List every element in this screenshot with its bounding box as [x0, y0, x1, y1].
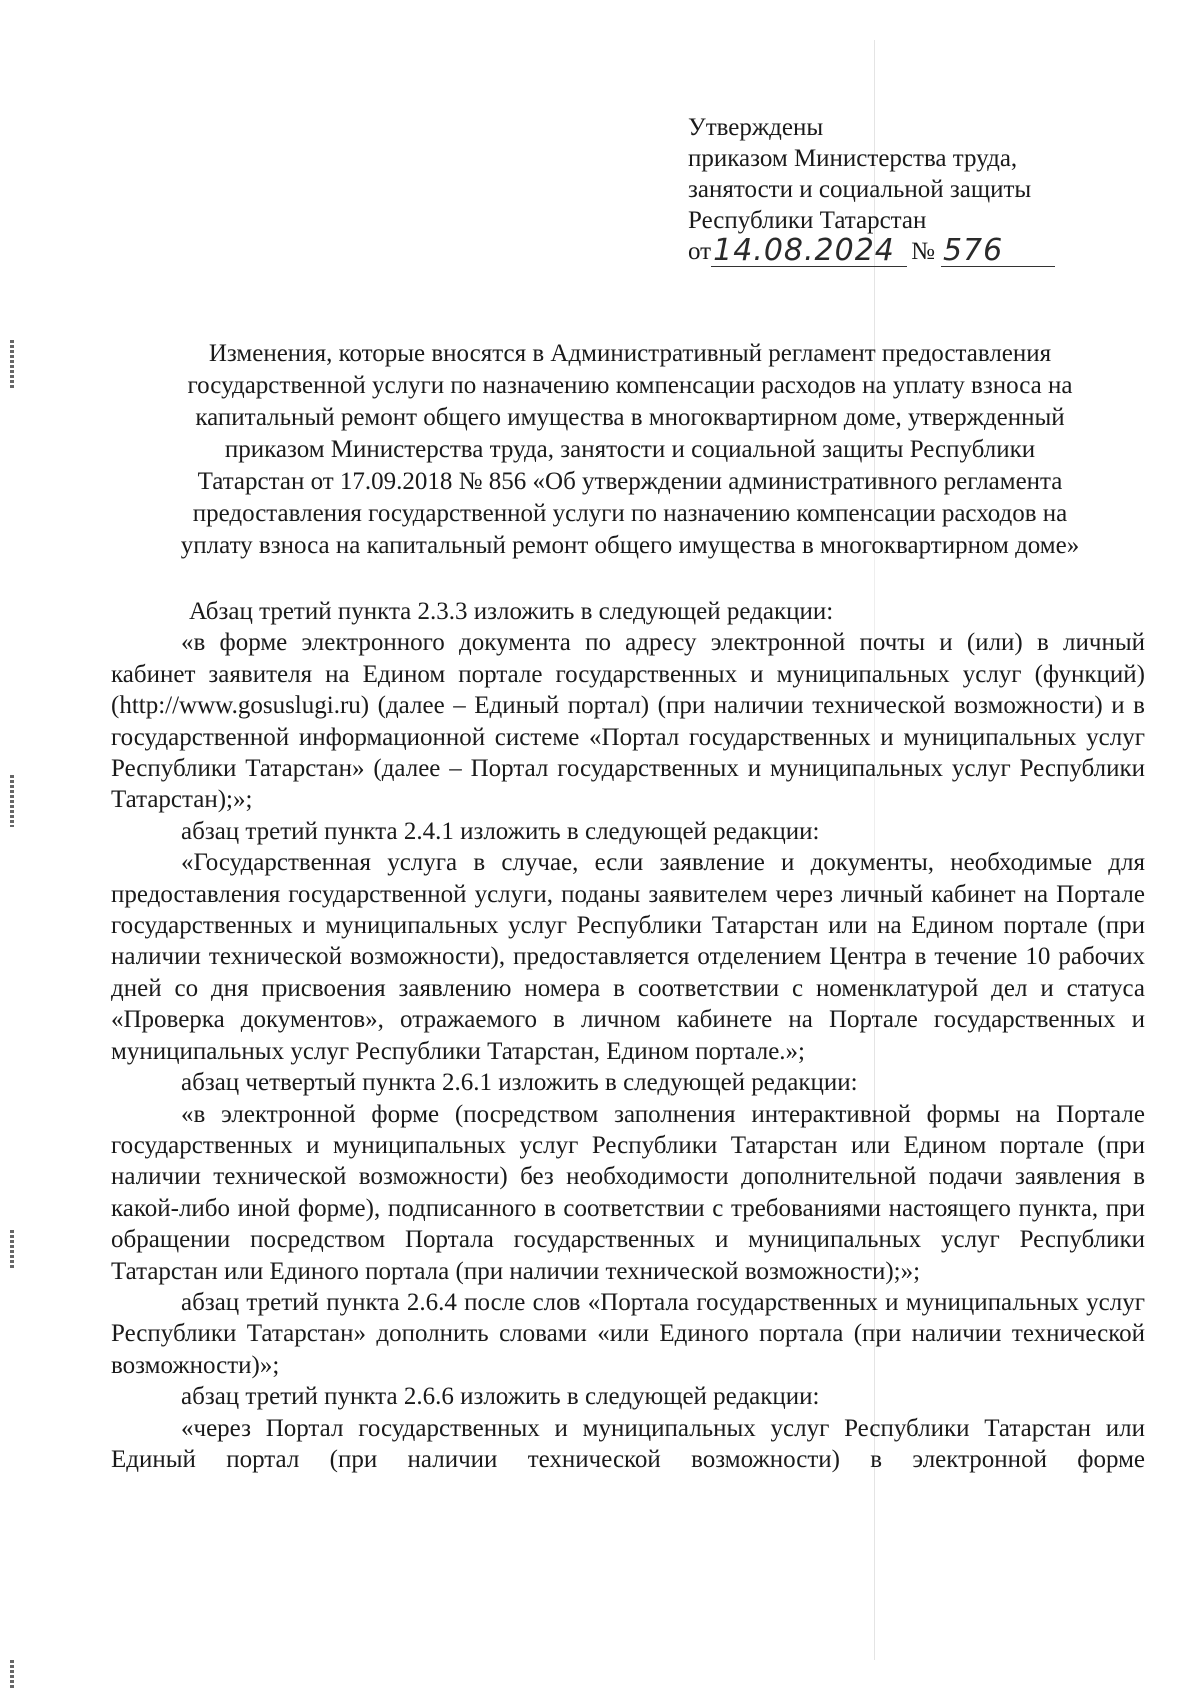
- body-paragraph: абзац четвертый пункта 2.6.1 изложить в следующей редакции:: [181, 1069, 858, 1097]
- document-title: [110, 338, 1150, 562]
- scan-edge-mark: [10, 1230, 14, 1270]
- title-line: Татарстан от 17.09.2018 № 856 «Об утверждении административного регламента: [197, 468, 1063, 495]
- scan-edge-mark: [10, 340, 14, 388]
- body-paragraph: «через Портал государственных и муниципальных услуг Республики Татарстан или Единый портал (при наличии технической возможности) в электронной форме: [111, 1414, 1145, 1473]
- body-paragraph: абзац третий пункта 2.4.1 изложить в следующей редакции:: [181, 817, 820, 845]
- scan-edge-mark: [10, 1660, 14, 1690]
- handwritten-number: 576: [941, 236, 1055, 267]
- body-paragraph: «в форме электронного документа по адресу электронной почты и (или) в личный кабинет заявителя на Едином портале государственных и муниципальных услуг (функций) (http://www.gosuslugi.ru) (далее – Единый портал) (при наличии технической возможности) и в государственной информационной системе «Портал государственных и муниципальных услуг Республики Татарстан» (далее – Портал государственных и муниципальных услуг Республики Татарстан);»;: [111, 629, 1145, 814]
- body-paragraph: Абзац третий пункта 2.3.3 изложить в следующей редакции:: [189, 598, 834, 625]
- title-line: приказом Министерства труда, занятости и социальной защиты Республики: [224, 436, 1036, 463]
- title-line: капитальный ремонт общего имущества в многоквартирном доме, утвержденный: [195, 404, 1065, 431]
- document-body: [111, 596, 1145, 1475]
- approval-date-number-line: [688, 233, 1108, 268]
- approval-from-label: от: [688, 238, 712, 265]
- approval-line-4: Республики Татарстан: [688, 207, 927, 234]
- handwritten-date: 14.08.2024: [711, 236, 907, 267]
- approval-line-1: Утверждены: [688, 114, 824, 141]
- body-paragraph: абзац третий пункта 2.6.4 после слов «Портала государственных и муниципальных услуг Республики Татарстан» дополнить словами «или Единого портала (при наличии технической возможности)»;: [111, 1288, 1145, 1379]
- body-paragraph: «в электронной форме (посредством заполнения интерактивной формы на Портале государственных и муниципальных услуг Республики Татарстан или Едином портале (при наличии технической возможности) без необходимости дополнительной подачи заявления в какой-либо иной форме), подписанного в соответствии с требованиями настоящего пункта, при обращении посредством Портала государственных и муниципальных услуг Республики Татарстан или Единого портала (при наличии технической возможности);»;: [111, 1100, 1145, 1285]
- approval-block: [688, 112, 1108, 267]
- scan-edge-mark: [10, 775, 14, 827]
- title-line: предоставления государственной услуги по назначению компенсации расходов на: [192, 500, 1068, 527]
- body-paragraph: абзац третий пункта 2.6.6 изложить в следующей редакции:: [181, 1383, 820, 1411]
- title-line: Изменения, которые вносятся в Административный регламент предоставления: [208, 340, 1052, 367]
- approval-line-3: занятости и социальной защиты: [688, 176, 1032, 203]
- title-line: государственной услуги по назначению компенсации расходов на уплату взноса на: [187, 372, 1073, 399]
- approval-line-2: приказом Министерства труда,: [688, 145, 1018, 172]
- body-paragraph: «Государственная услуга в случае, если заявление и документы, необходимые для предоставления государственной услуги, поданы заявителем через личный кабинет на Портале государственных и муниципальных услуг Республики Татарстан или на Едином портале (при наличии технической возможности), предоставляется отделением Центра в течение 10 рабочих дней со дня присвоения заявлению номера в соответствии с номенклатурой дел и статуса «Проверка документов», отражаемого в личном кабинете на Портале государственных и муниципальных услуг Республики Татарстан, Едином портале.»;: [111, 849, 1145, 1065]
- approval-number-label: №: [911, 238, 935, 265]
- title-line: уплату взноса на капитальный ремонт общего имущества в многоквартирном доме»: [180, 532, 1080, 559]
